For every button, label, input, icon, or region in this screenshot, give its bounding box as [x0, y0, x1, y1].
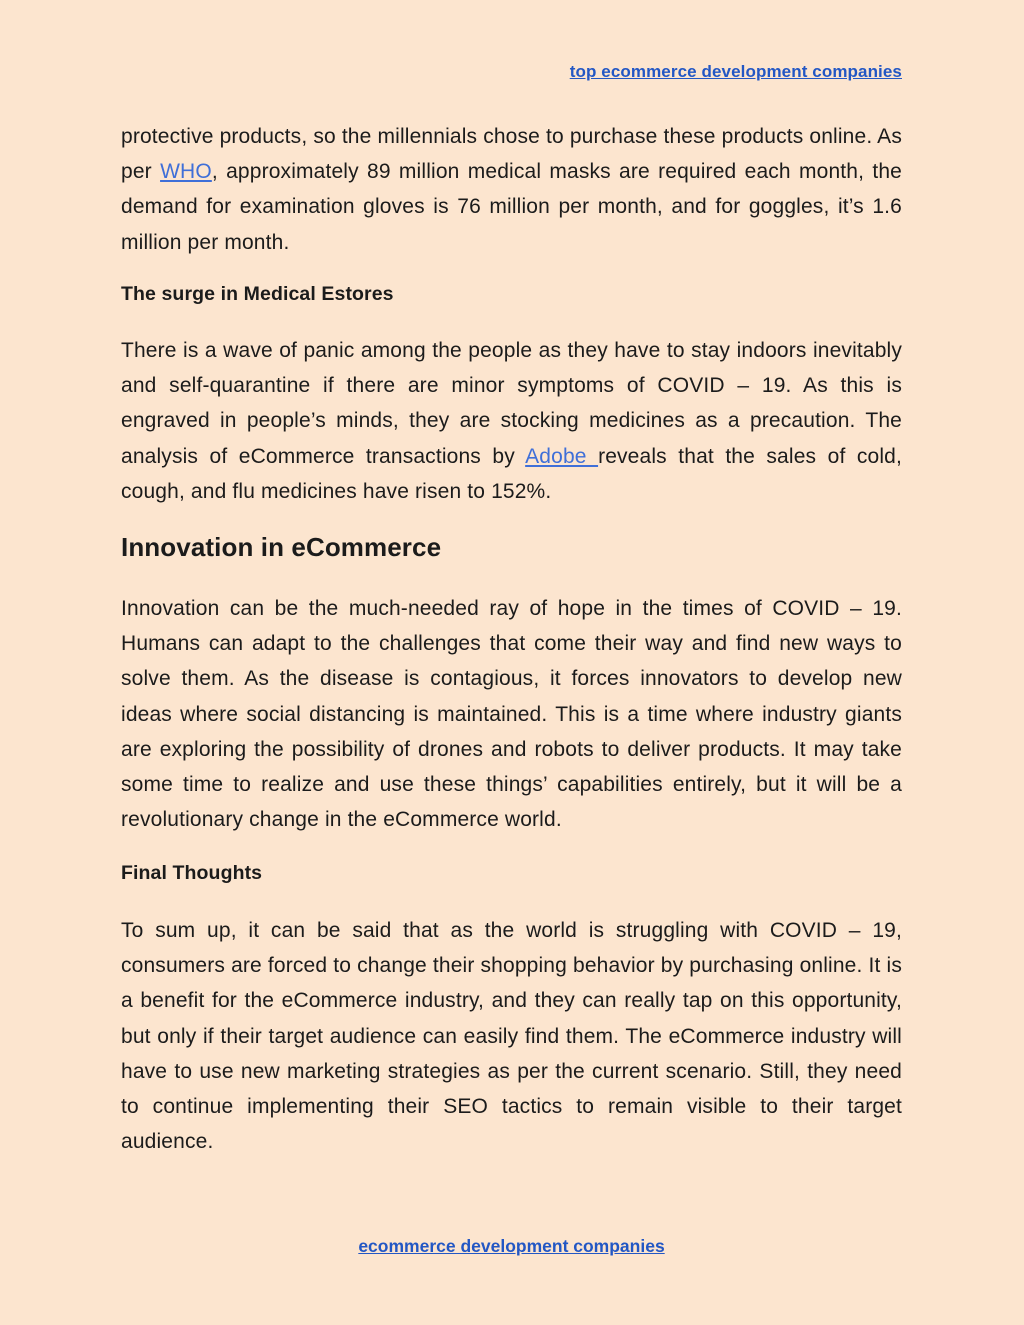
adobe-link[interactable]: Adobe	[525, 444, 599, 468]
paragraph-text: protective products, so the millennials chose to purchase these products online. As per	[121, 125, 902, 184]
footer-link[interactable]: ecommerce development companies	[358, 1236, 665, 1256]
paragraph-protective-products	[121, 119, 902, 260]
document-page	[121, 0, 902, 1325]
paragraph-wave-of-panic	[121, 333, 902, 509]
paragraph-final-thoughts: To sum up, it can be said that as the world is struggling with COVID – 19, consumers are forced to change their shopping behavior by purchasing online. It is a benefit for the eCommerce industry, and they can really tap on this opportunity, but only if their target audience can easily find them. The eCommerce industry will have to use new marketing strategies as per the current scenario. Still, they need to continue implementing their SEO tactics to remain visible to their target audience.	[121, 919, 902, 1154]
heading-innovation-ecommerce: Innovation in eCommerce	[121, 532, 442, 562]
paragraph-innovation: Innovation can be the much-needed ray of hope in the times of COVID – 19. Humans can adapt to the challenges that come their way and find new ways to solve them. As the disease is contagious, it forces innovators to develop new ideas where social distancing is maintained. This is a time where industry giants are exploring the possibility of drones and robots to deliver products. It may take some time to realize and use these things’ capabilities entirely, but it will be a revolutionary change in the eCommerce world.	[121, 597, 902, 832]
paragraph-text: There is a wave of panic among the people as they have to stay indoors inevitably and self-quarantine if there are minor symptoms of COVID – 19. As this is engraved in people’s minds, they are stocking medicines as a precaution. The analysis of eCommerce transactions by	[121, 339, 902, 468]
paragraph-text: , approximately 89 million medical masks are required each month, the demand for examination gloves is 76 million per month, and for goggles, it’s 1.6 million per month.	[121, 160, 902, 254]
heading-final-thoughts: Final Thoughts	[121, 862, 263, 884]
header-link[interactable]: top ecommerce development companies	[569, 62, 902, 81]
heading-surge-medical-estores: The surge in Medical Estores	[121, 283, 394, 305]
who-link[interactable]: WHO	[160, 160, 212, 184]
paragraph-text: reveals that the sales of cold, cough, and flu medicines have risen to 152%.	[121, 444, 902, 503]
